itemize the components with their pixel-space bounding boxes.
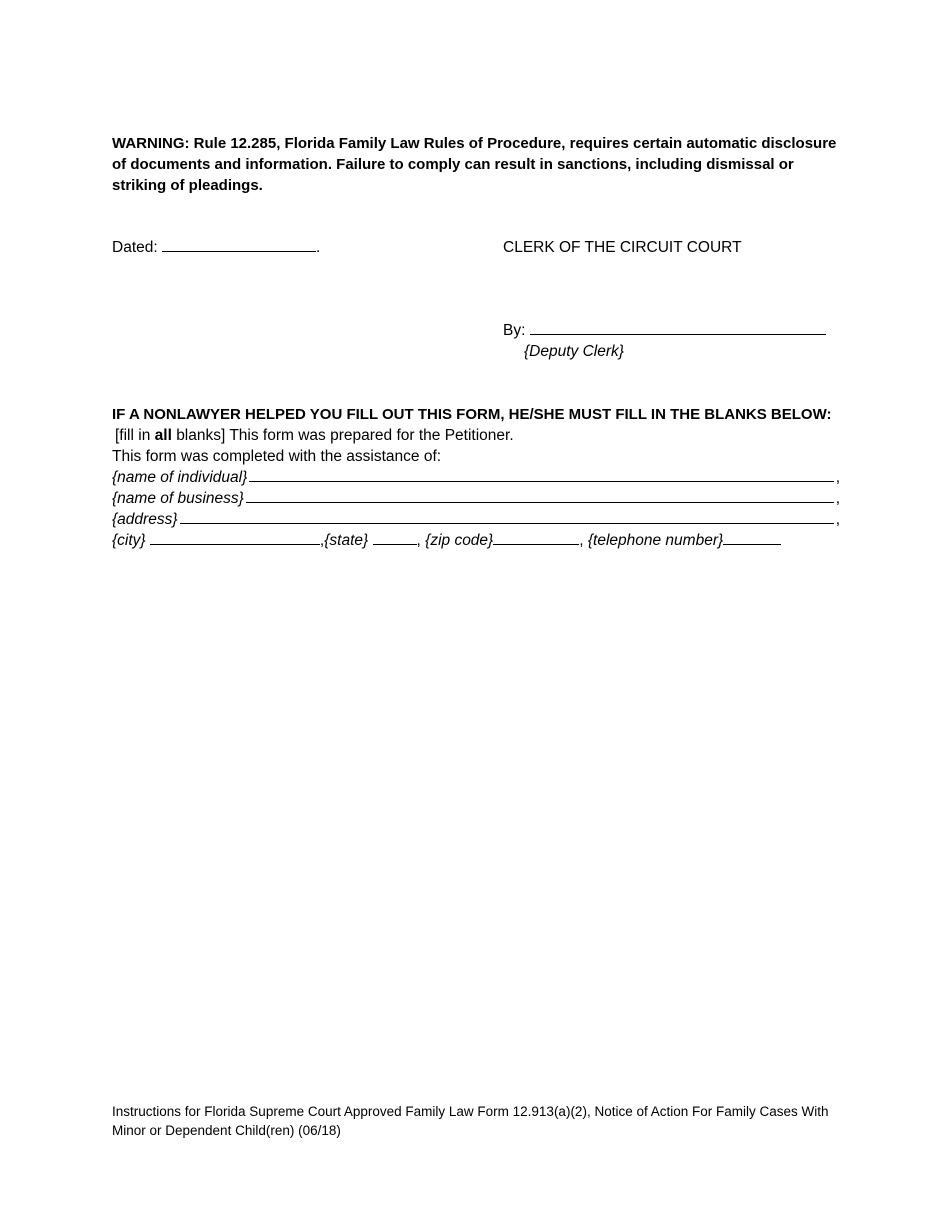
name-business-row: [112, 488, 840, 509]
state-label: {state}: [324, 532, 369, 549]
nonlawyer-heading: IF A NONLAWYER HELPED YOU FILL OUT THIS FORM, HE/SHE MUST FILL IN THE BLANKS BELOW:: [112, 406, 832, 423]
telephone-label: {telephone number}: [587, 532, 724, 549]
city-field[interactable]: [150, 530, 320, 545]
name-business-label: {name of business}: [112, 490, 244, 507]
comma: ,: [579, 532, 584, 549]
zip-label: {zip code}: [425, 532, 494, 549]
address-row: [112, 509, 840, 530]
fill-prefix: [fill in: [115, 427, 151, 444]
comma: ,: [416, 532, 421, 549]
address-label: {address}: [112, 511, 178, 528]
name-individual-label: {name of individual}: [112, 469, 248, 486]
dated-suffix: .: [315, 239, 321, 256]
telephone-field[interactable]: [723, 530, 781, 545]
comma: ,: [835, 490, 840, 507]
clerk-title: CLERK OF THE CIRCUIT COURT: [503, 239, 742, 256]
deputy-clerk-label: {Deputy Clerk}: [524, 343, 624, 360]
city-state-row: [112, 530, 781, 551]
address-field[interactable]: [180, 509, 834, 524]
state-field[interactable]: [373, 530, 417, 545]
city-label: {city}: [112, 532, 146, 549]
dated-line: [112, 237, 320, 258]
name-individual-row: [112, 467, 840, 488]
by-label: By:: [503, 322, 526, 339]
warning-text: WARNING: Rule 12.285, Florida Family Law Rules of Procedure, requires certain automatic disclosure of documents and information. Failure to comply can result in sanctions, including dismissal or striking of pleadings.: [112, 135, 837, 194]
zip-field[interactable]: [493, 530, 579, 545]
fill-suffix: blanks] This form was prepared for the Petitioner.: [176, 427, 514, 444]
name-business-field[interactable]: [246, 488, 834, 503]
dated-label: Dated:: [112, 239, 158, 256]
completed-line: This form was completed with the assistance of:: [112, 448, 442, 465]
fill-bold: all: [154, 427, 172, 444]
comma: ,: [319, 532, 325, 549]
name-individual-field[interactable]: [249, 467, 833, 482]
comma: ,: [835, 469, 840, 486]
clerk-signature-field[interactable]: [530, 320, 826, 335]
footer-text: Instructions for Florida Supreme Court Approved Family Law Form 12.913(a)(2), Notice of Action For Family Cases With Minor or Dependent Child(ren) (06/18): [112, 1104, 829, 1138]
fill-in-line: [115, 425, 514, 446]
comma: ,: [835, 511, 840, 528]
dated-field[interactable]: [162, 237, 316, 252]
clerk-signature-line: [503, 320, 826, 341]
